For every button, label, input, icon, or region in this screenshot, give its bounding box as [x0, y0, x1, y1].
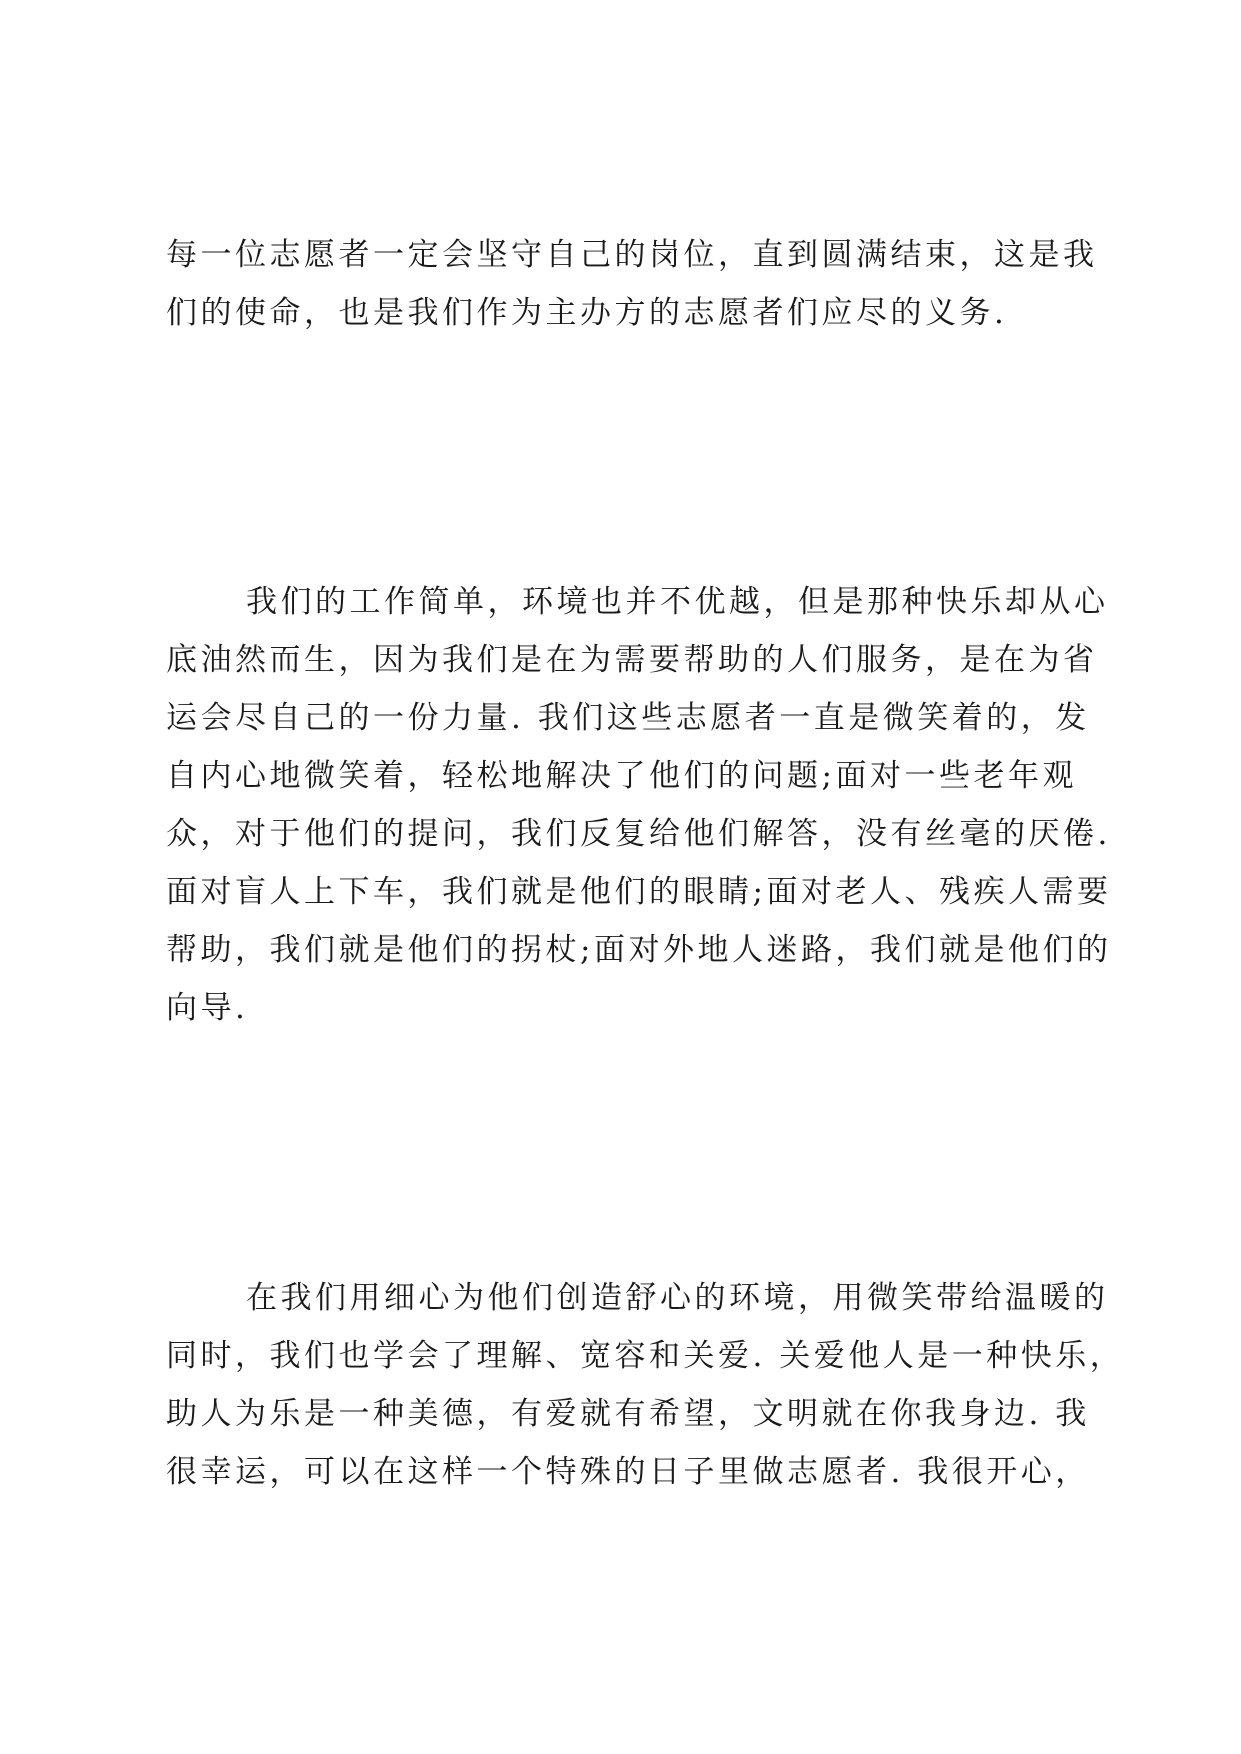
- text-line: 同时，我们也学会了理解、宽容和关爱. 关爱他人是一种快乐，: [166, 1338, 1125, 1374]
- text-line: 每一位志愿者一定会坚守自己的岗位，直到圆满结束，这是我: [166, 237, 1098, 273]
- text-line: 自内心地微笑着，轻松地解决了他们的问题;面对一些老年观: [166, 758, 1077, 794]
- text-line: 助人为乐是一种美德，有爱就有希望，文明就在你我身边. 我: [166, 1396, 1090, 1432]
- text-line: 面对盲人上下车，我们就是他们的眼睛;面对老人、残疾人需要: [166, 874, 1112, 910]
- text-line: 我们的工作简单，环境也并不优越，但是那种快乐却从心: [246, 584, 1109, 620]
- paragraph-volunteer-duty: [166, 226, 1098, 342]
- paragraph-volunteer-work: [166, 573, 1112, 1037]
- text-line: 向导.: [166, 990, 249, 1026]
- text-line: 在我们用细心为他们创造舒心的环境，用微笑带给温暖的: [246, 1280, 1109, 1316]
- text-line: 底油然而生，因为我们是在为需要帮助的人们服务，是在为省: [166, 642, 1098, 678]
- text-line: 很幸运，可以在这样一个特殊的日子里做志愿者. 我很开心，: [166, 1454, 1090, 1490]
- paragraph-volunteer-reflection: [166, 1269, 1125, 1501]
- text-line: 运会尽自己的一份力量. 我们这些志愿者一直是微笑着的，发: [166, 700, 1090, 736]
- text-line: 们的使命，也是我们作为主办方的志愿者们应尽的义务.: [166, 295, 1008, 331]
- text-line: 众，对于他们的提问，我们反复给他们解答，没有丝毫的厌倦.: [166, 816, 1111, 852]
- text-line: 帮助，我们就是他们的拐杖;面对外地人迷路，我们就是他们的: [166, 932, 1112, 968]
